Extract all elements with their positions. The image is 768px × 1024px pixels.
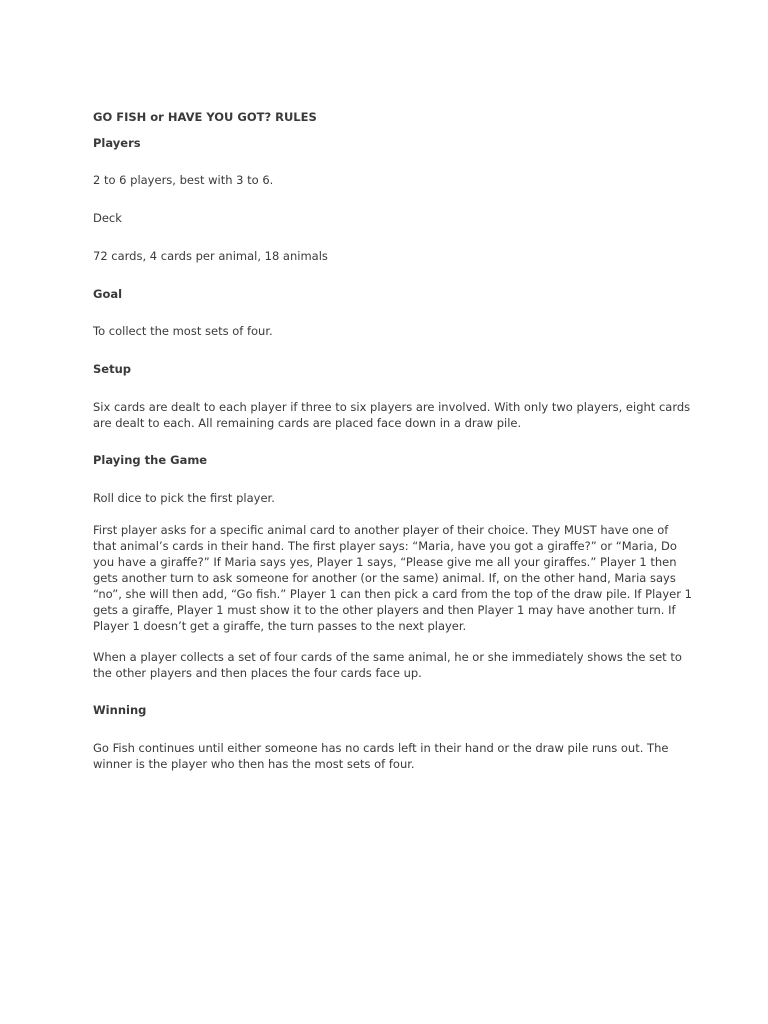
document-title: GO FISH or HAVE YOU GOT? RULES xyxy=(93,110,317,124)
setup-heading: Setup xyxy=(93,362,131,376)
winning-heading: Winning xyxy=(93,703,147,717)
deck-heading: Deck xyxy=(93,211,122,225)
rules-document xyxy=(93,109,693,772)
players-heading: Players xyxy=(93,136,141,150)
goal-heading: Goal xyxy=(93,287,123,301)
deck-text: 72 cards, 4 cards per animal, 18 animals xyxy=(93,249,328,263)
playing-heading: Playing the Game xyxy=(93,453,208,467)
playing-text-2: First player asks for a specific animal card to another player of their choice. They MUST have one of that animal’s cards in their hand. The first player says: “Maria, have you got a giraffe?” or “Maria, Do you have a giraffe?” If Maria says yes, Player 1 says, “Please give me all your giraffes.” Player 1 then gets another turn to ask someone for another (or the same) animal. If, on the other hand, Maria says “no”, she will then add, “Go fish.” Player 1 can then pick a card from the top of the draw pile. If Player 1 gets a giraffe, Player 1 must show it to the other players and then Player 1 may have another turn. If Player 1 doesn’t get a giraffe, the turn passes to the next player. xyxy=(93,523,692,633)
setup-text: Six cards are dealt to each player if three to six players are involved. With only two players, eight cards are dealt to each. All remaining cards are placed face down in a draw pile. xyxy=(93,400,691,430)
players-text: 2 to 6 players, best with 3 to 6. xyxy=(93,173,274,187)
playing-text-1: Roll dice to pick the first player. xyxy=(93,491,275,505)
playing-text-3: When a player collects a set of four cards of the same animal, he or she immediately shows the set to the other players and then places the four cards face up. xyxy=(93,650,682,680)
goal-text: To collect the most sets of four. xyxy=(93,324,273,338)
winning-text: Go Fish continues until either someone has no cards left in their hand or the draw pile runs out. The winner is the player who then has the most sets of four. xyxy=(93,741,669,771)
